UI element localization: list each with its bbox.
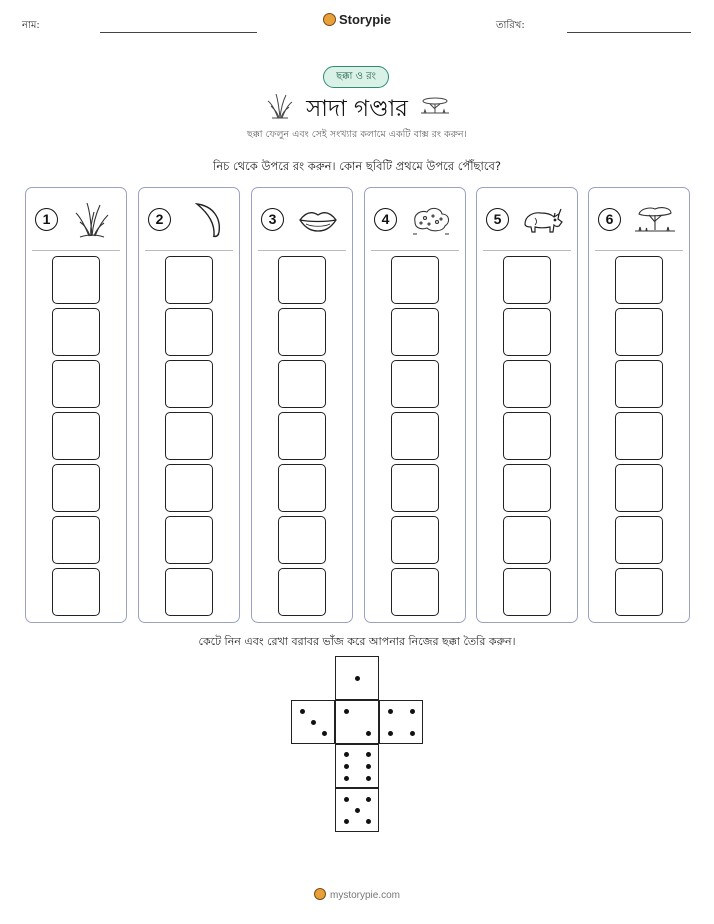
column-3 <box>251 187 353 623</box>
color-box[interactable] <box>503 360 551 408</box>
color-box[interactable] <box>52 308 100 356</box>
column-4 <box>364 187 466 623</box>
dice-face-3 <box>291 700 335 744</box>
date-label: তারিখ: <box>496 20 525 31</box>
color-box[interactable] <box>615 568 663 616</box>
color-box[interactable] <box>52 360 100 408</box>
lips-icon <box>296 200 340 240</box>
page-subtitle: ছক্কা ফেলুন এবং সেই সংখ্যার কলামে একটি বাক্স রং করুন। <box>247 129 467 140</box>
brand-logo <box>0 12 714 27</box>
column-number: 3 <box>261 208 284 231</box>
color-box[interactable] <box>165 464 213 512</box>
color-box[interactable] <box>391 412 439 460</box>
dice-face-6 <box>335 744 379 788</box>
footer <box>0 888 714 901</box>
column-number: 2 <box>148 208 171 231</box>
color-box[interactable] <box>391 568 439 616</box>
column-number: 5 <box>486 208 509 231</box>
color-box[interactable] <box>278 412 326 460</box>
color-box[interactable] <box>278 360 326 408</box>
instruction-text: নিচ থেকে উপরে রং করুন। কোন ছবিটি প্রথমে উপরে পৌঁছাবে? <box>213 159 501 173</box>
grass-icon <box>70 200 114 240</box>
color-box[interactable] <box>165 516 213 564</box>
storypie-logo-icon <box>323 13 336 26</box>
savanna-tree-icon <box>633 200 677 240</box>
color-box[interactable] <box>391 360 439 408</box>
color-box[interactable] <box>615 360 663 408</box>
page-title: সাদা গণ্ডার <box>306 96 408 122</box>
color-box[interactable] <box>615 464 663 512</box>
color-box[interactable] <box>52 412 100 460</box>
column-1 <box>25 187 127 623</box>
color-box[interactable] <box>165 308 213 356</box>
color-box[interactable] <box>503 256 551 304</box>
color-box[interactable] <box>52 256 100 304</box>
color-box[interactable] <box>278 516 326 564</box>
color-box[interactable] <box>615 516 663 564</box>
date-line[interactable] <box>567 32 691 33</box>
horn-icon <box>183 200 227 240</box>
color-box[interactable] <box>615 308 663 356</box>
rhino-icon <box>521 200 565 240</box>
dice-face-1 <box>335 656 379 700</box>
column-6 <box>588 187 690 623</box>
color-box[interactable] <box>278 464 326 512</box>
tree-title-icon <box>420 96 450 116</box>
name-line[interactable] <box>100 32 257 33</box>
activity-tag: ছক্কা ও রং <box>323 66 389 88</box>
column-number: 1 <box>35 208 58 231</box>
color-box[interactable] <box>391 308 439 356</box>
name-label: নাম: <box>22 20 40 31</box>
color-box[interactable] <box>165 568 213 616</box>
color-box[interactable] <box>278 256 326 304</box>
dice-face-4 <box>379 700 423 744</box>
brand-name: Storypie <box>338 12 391 27</box>
color-box[interactable] <box>165 360 213 408</box>
color-box[interactable] <box>391 256 439 304</box>
color-box[interactable] <box>503 308 551 356</box>
footer-url: mystorypie.com <box>329 890 400 901</box>
color-box[interactable] <box>52 568 100 616</box>
color-box[interactable] <box>503 568 551 616</box>
color-box[interactable] <box>615 412 663 460</box>
column-2 <box>138 187 240 623</box>
color-box[interactable] <box>503 412 551 460</box>
color-box[interactable] <box>503 516 551 564</box>
dice-face-5 <box>335 788 379 832</box>
color-box[interactable] <box>52 516 100 564</box>
color-box[interactable] <box>615 256 663 304</box>
color-box[interactable] <box>391 464 439 512</box>
color-box[interactable] <box>165 412 213 460</box>
color-box[interactable] <box>278 568 326 616</box>
column-number: 6 <box>598 208 621 231</box>
color-box[interactable] <box>278 308 326 356</box>
color-box[interactable] <box>52 464 100 512</box>
column-number: 4 <box>374 208 397 231</box>
storypie-logo-icon <box>314 888 326 900</box>
cut-instruction: কেটে নিন এবং রেখা বরাবর ভাঁজ করে আপনার নিজের ছক্কা তৈরি করুন। <box>198 635 516 648</box>
color-box[interactable] <box>165 256 213 304</box>
color-box[interactable] <box>391 516 439 564</box>
dice-face-2 <box>335 700 379 744</box>
column-5 <box>476 187 578 623</box>
mud-icon <box>409 200 453 240</box>
color-box[interactable] <box>503 464 551 512</box>
